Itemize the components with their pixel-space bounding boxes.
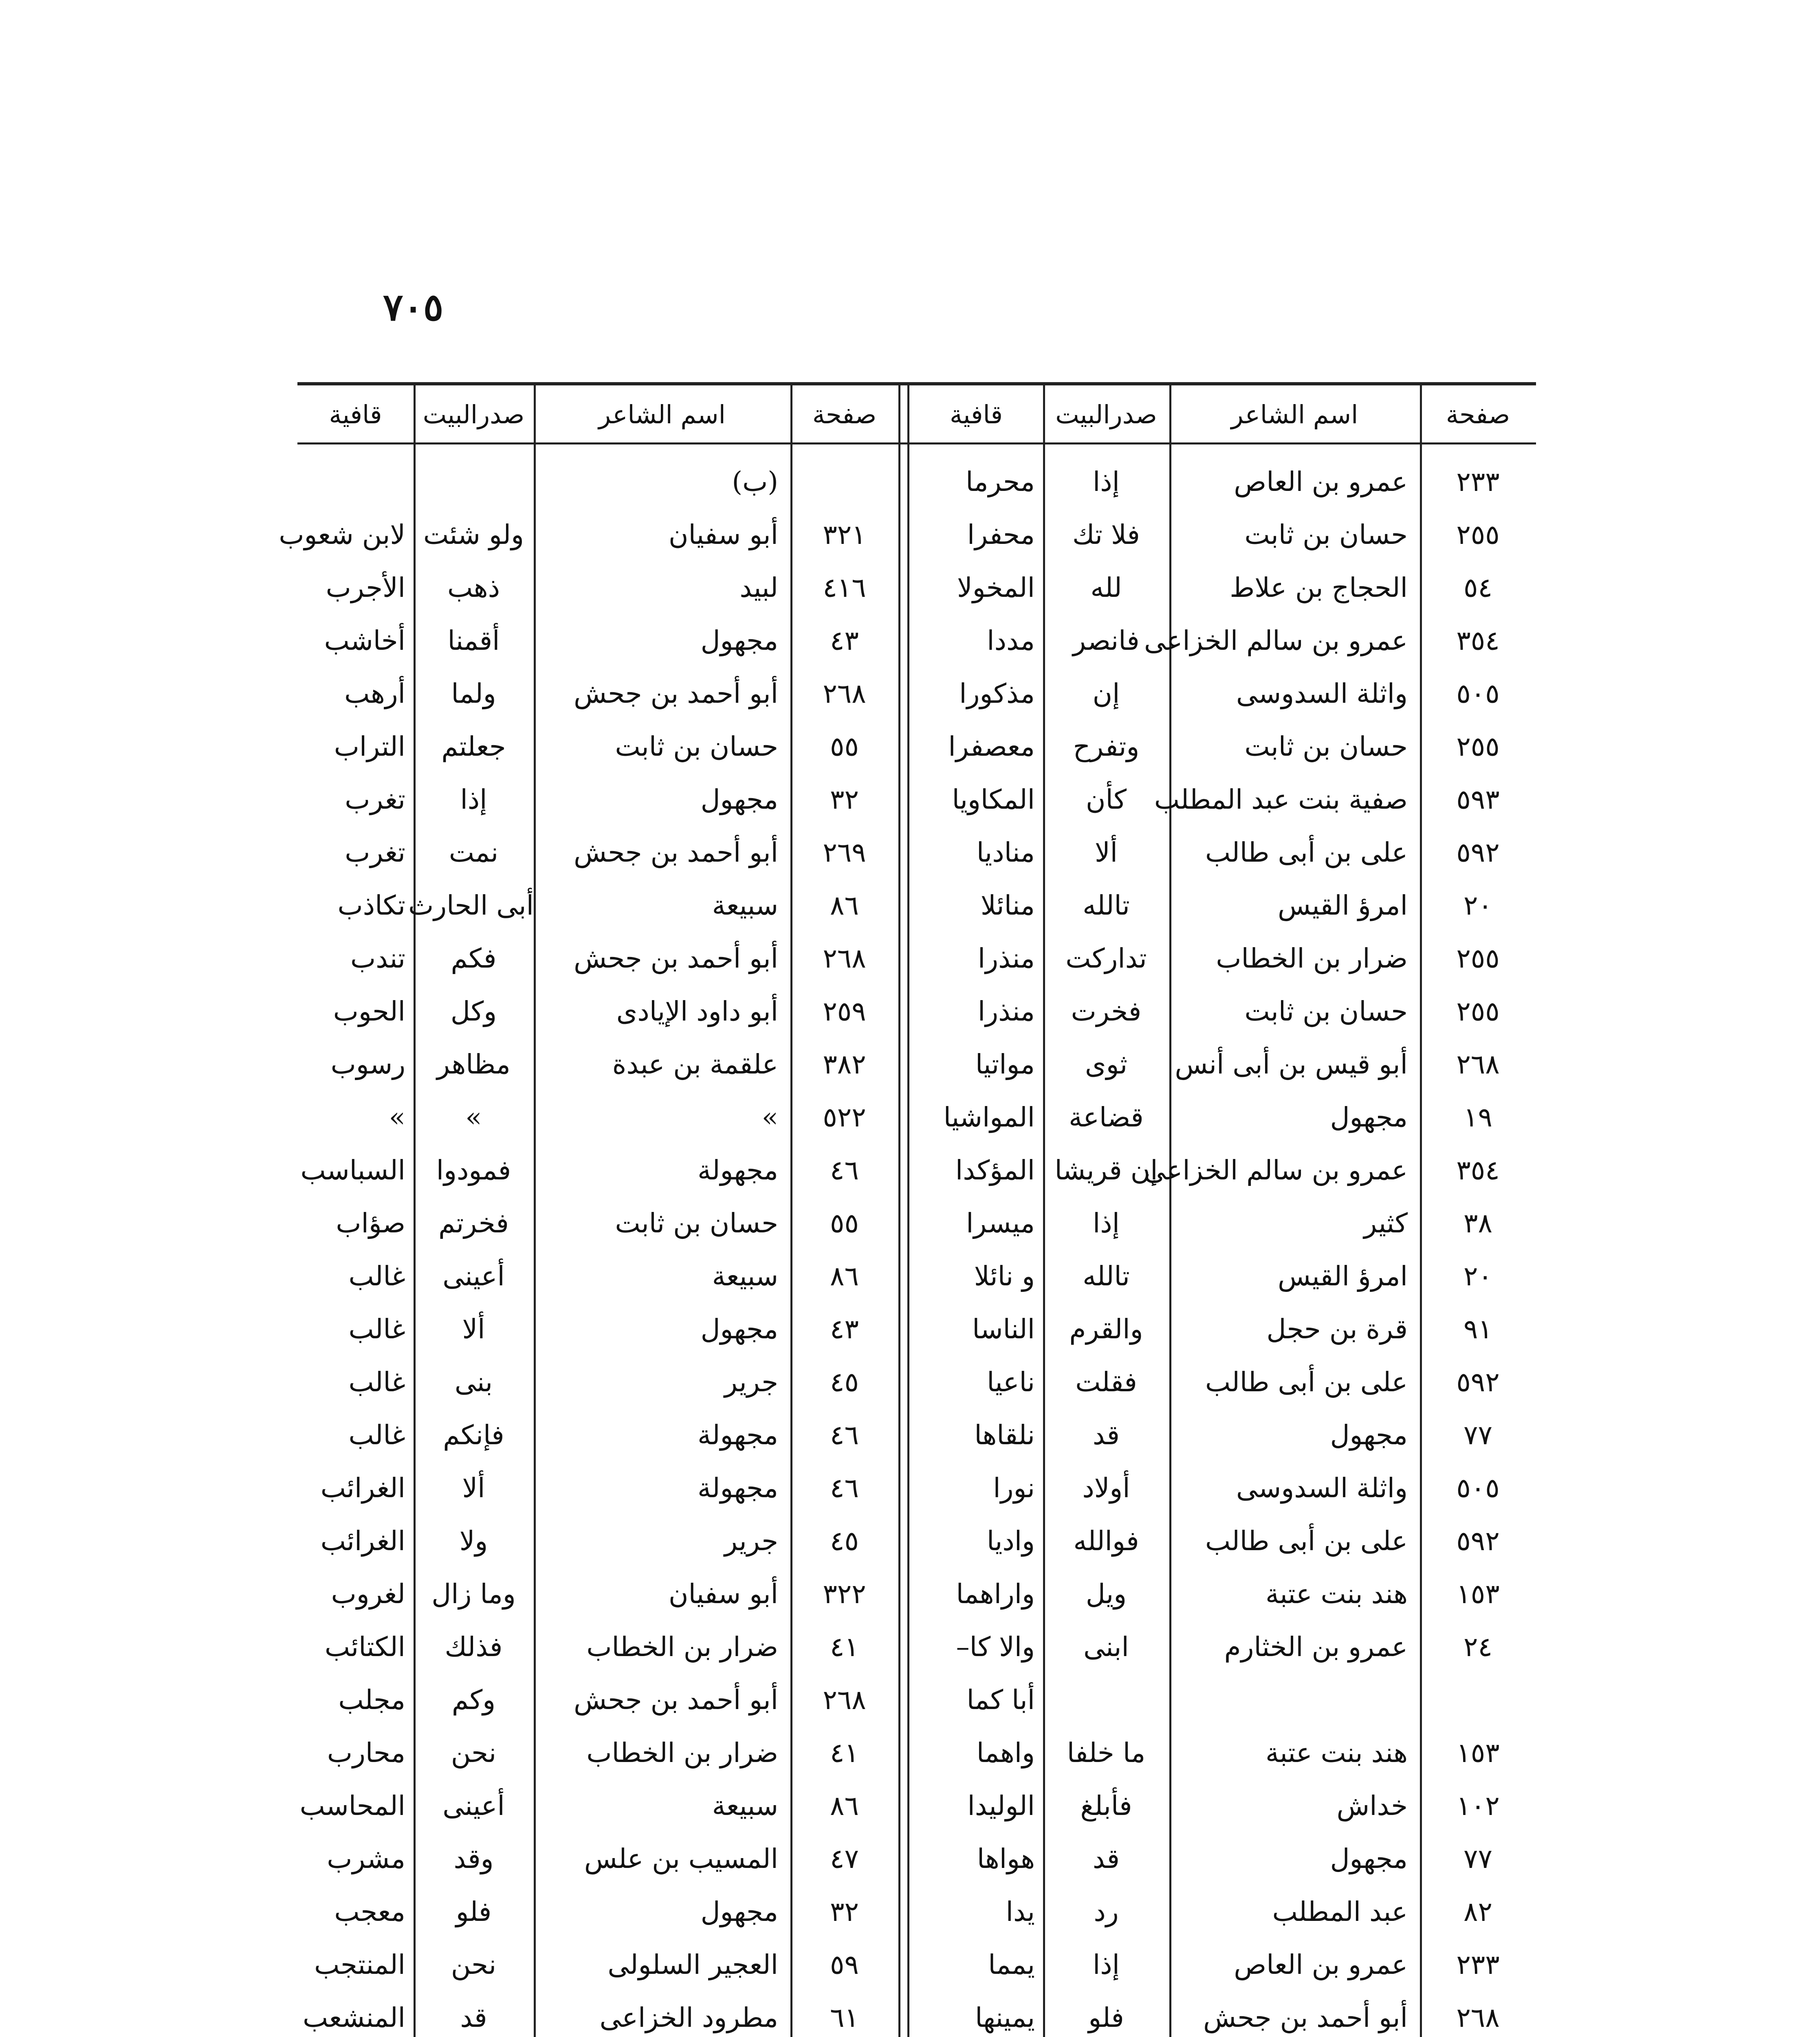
right-qafia-cell: واراهما <box>956 1578 1035 1610</box>
left-qafia-cell: » <box>389 1102 405 1133</box>
left-qafia-cell: لغروب <box>331 1578 405 1610</box>
right-sadr-cell: كأن <box>1086 784 1127 815</box>
right-qafia-cell: محرما <box>966 466 1035 497</box>
right-page-cell: ٥٩٢ <box>1456 1525 1500 1557</box>
header-qafia-right: قافية <box>949 400 1003 429</box>
left-poet-cell: أبو أحمد بن جحش <box>574 943 778 974</box>
left-page-cell: ٢٦٩ <box>823 837 866 868</box>
left-page-cell: ٤١ <box>830 1631 859 1663</box>
left-sadr-cell: إذا <box>460 784 487 815</box>
table-row <box>297 455 1536 508</box>
right-page-cell: ٢٥٥ <box>1456 943 1500 974</box>
left-qafia-cell: الغرائب <box>320 1472 405 1504</box>
right-page-cell: ٧٧ <box>1463 1419 1492 1451</box>
right-page-cell: ٣٥٤ <box>1456 1155 1500 1186</box>
left-qafia-cell: غالب <box>348 1419 405 1451</box>
left-page-cell: ٢٦٨ <box>823 1684 866 1716</box>
left-page-cell: ٤١ <box>830 1737 859 1769</box>
table-row <box>297 826 1536 879</box>
right-qafia-cell: محفرا <box>967 519 1035 550</box>
right-sadr-cell: فوالله <box>1073 1525 1139 1557</box>
right-poet-cell: واثلة السدوسى <box>1236 678 1408 709</box>
left-qafia-cell: محارب <box>327 1737 405 1769</box>
table-row <box>297 985 1536 1038</box>
right-poet-cell: عمرو بن العاص <box>1234 466 1408 497</box>
right-sadr-cell: فأبلغ <box>1080 1790 1132 1821</box>
left-page-cell: ٤٦ <box>830 1155 859 1186</box>
left-sadr-cell: فمودوا <box>436 1155 511 1186</box>
table-row <box>297 1144 1536 1197</box>
right-poet-cell: عمرو بن سالم الخزاعى <box>1144 1155 1408 1186</box>
left-poet-cell: جرير <box>724 1525 778 1557</box>
right-page-cell: ٢٥٥ <box>1456 519 1500 550</box>
right-sadr-cell: إذا <box>1092 1949 1120 1980</box>
left-poet-cell: العجير السلولى <box>607 1949 778 1980</box>
right-qafia-cell: المخولا <box>957 572 1035 603</box>
left-page-cell: ٥٥ <box>830 731 859 762</box>
right-qafia-cell: المواشيا <box>943 1102 1035 1133</box>
right-poet-cell: عمرو بن العاص <box>1234 1949 1408 1980</box>
header-sadr-right: صدرالبيت <box>1055 400 1157 429</box>
right-page-cell: ١٩ <box>1463 1102 1492 1133</box>
left-page-cell: ٤٥ <box>830 1525 859 1557</box>
left-poet-cell: » <box>761 1102 778 1133</box>
table-row <box>297 1038 1536 1091</box>
table-row <box>297 1462 1536 1515</box>
right-qafia-cell: المؤكدا <box>955 1155 1035 1186</box>
right-poet-cell: مجهول <box>1330 1102 1408 1133</box>
left-poet-cell: حسان بن ثابت <box>615 1208 778 1239</box>
left-page-cell: ٥٩ <box>830 1949 859 1980</box>
right-sadr-cell: ألا <box>1095 837 1118 868</box>
right-qafia-cell: مناديا <box>976 837 1035 868</box>
right-sadr-cell: إن قريشا <box>1054 1155 1158 1186</box>
table-row <box>297 1938 1536 1991</box>
header-sadr-left: صدرالبيت <box>423 400 525 429</box>
page-number: ٧٠٥ <box>383 285 444 329</box>
right-sadr-cell: فلا تك <box>1072 519 1140 550</box>
left-page-cell: ٥٢٢ <box>823 1102 866 1133</box>
right-page-cell: ٢٣٣ <box>1456 1949 1500 1980</box>
table-row <box>297 1515 1536 1568</box>
right-poet-cell: خداش <box>1336 1790 1408 1821</box>
left-page-cell: ٥٥ <box>830 1208 859 1239</box>
left-sadr-cell: نحن <box>451 1949 497 1980</box>
left-page-cell: ٣٢٢ <box>823 1578 866 1610</box>
right-sadr-cell: فخرت <box>1071 996 1142 1027</box>
left-sadr-cell: ذهب <box>447 572 500 603</box>
right-page-cell: ٥٠٥ <box>1456 1472 1500 1504</box>
left-sadr-cell: نحن <box>451 1737 497 1769</box>
left-qafia-cell: أرهب <box>344 678 405 709</box>
left-qafia-cell: السباسب <box>300 1155 405 1186</box>
right-poet-cell: ضرار بن الخطاب <box>1216 943 1408 974</box>
right-page-cell: ٧٧ <box>1463 1843 1492 1874</box>
left-page-cell: ٣٢١ <box>823 519 866 550</box>
left-page-cell: ٨٦ <box>830 1260 859 1292</box>
left-poet-cell: أبو سفيان <box>669 519 778 550</box>
left-sadr-cell: فلو <box>456 1896 492 1927</box>
right-sadr-cell: قد <box>1092 1843 1120 1874</box>
right-page-cell: ٨٢ <box>1463 1896 1492 1927</box>
left-page-cell: ٤٣ <box>830 1313 859 1345</box>
left-sadr-cell: وما زال <box>431 1578 516 1610</box>
right-poet-cell: حسان بن ثابت <box>1244 731 1408 762</box>
right-poet-cell: عمرو بن الخثارم <box>1224 1631 1408 1663</box>
right-sadr-cell: إذا <box>1092 466 1120 497</box>
left-sadr-cell: أعينى <box>442 1260 505 1292</box>
header-poet-left: اسم الشاعر <box>599 400 726 429</box>
right-qafia-cell: الناسا <box>972 1313 1035 1345</box>
left-poet-cell: (ب) <box>732 466 778 497</box>
right-poet-cell <box>1169 1674 1420 1727</box>
left-qafia-cell: صؤاب <box>336 1208 405 1239</box>
left-page-cell: ٤٥ <box>830 1366 859 1398</box>
right-poet-cell: هند بنت عتبة <box>1265 1578 1408 1610</box>
left-poet-cell: ضرار بن الخطاب <box>586 1737 778 1769</box>
left-poet-cell: علقمة بن عبدة <box>612 1049 778 1080</box>
left-page-cell: ٨٦ <box>830 890 859 921</box>
right-poet-cell: عبد المطلب <box>1272 1896 1408 1927</box>
table-row <box>297 667 1536 720</box>
right-poet-cell: امرؤ القيس <box>1278 1260 1408 1292</box>
table-row <box>297 1409 1536 1462</box>
right-poet-cell: على بن أبى طالب <box>1205 1366 1408 1398</box>
right-poet-cell: صفية بنت عبد المطلب <box>1154 784 1408 815</box>
right-sadr-cell: أولاد <box>1082 1472 1130 1504</box>
table-row <box>297 1832 1536 1885</box>
right-sadr-cell: والقرم <box>1069 1313 1143 1345</box>
right-qafia-cell: و نائلا <box>974 1260 1035 1292</box>
left-poet-cell: ضرار بن الخطاب <box>586 1631 778 1663</box>
table-row <box>297 879 1536 932</box>
right-sadr-cell: قضاعة <box>1069 1102 1144 1133</box>
right-page-cell: ٥٩٢ <box>1456 1366 1500 1398</box>
left-sadr-cell: فكم <box>451 943 497 974</box>
left-qafia-cell: تندب <box>350 943 405 974</box>
right-page-cell: ٥٩٢ <box>1456 837 1500 868</box>
left-sadr-cell: جعلتم <box>441 731 506 762</box>
left-poet-cell: أبو داود الإيادى <box>616 996 778 1027</box>
left-sadr-cell: وقد <box>453 1843 494 1874</box>
right-qafia-cell: واديا <box>986 1525 1035 1557</box>
right-sadr-cell: ثوى <box>1085 1049 1128 1080</box>
left-page-cell: ٨٦ <box>830 1790 859 1821</box>
left-page-cell: ٤٦ <box>830 1419 859 1451</box>
right-sadr-cell: تالله <box>1083 890 1130 921</box>
right-page-cell: ٣٨ <box>1463 1208 1492 1239</box>
left-poet-cell: حسان بن ثابت <box>615 731 778 762</box>
left-qafia-cell: لابن شعوب <box>279 519 405 550</box>
left-page-cell <box>790 455 898 508</box>
right-page-cell: ٢٦٨ <box>1456 2002 1500 2033</box>
left-qafia-cell: الكتائب <box>324 1631 405 1663</box>
right-page-cell <box>1420 1674 1536 1727</box>
left-sadr-cell: قد <box>460 2002 487 2033</box>
left-page-cell: ٤٦ <box>830 1472 859 1504</box>
left-qafia-cell: غالب <box>348 1313 405 1345</box>
left-poet-cell: مجهول <box>700 784 778 815</box>
right-page-cell: ٢٤ <box>1463 1631 1492 1663</box>
left-sadr-cell: مظاهر <box>437 1049 511 1080</box>
left-page-cell: ٤٣ <box>830 625 859 656</box>
right-sadr-cell: وتفرح <box>1073 731 1140 762</box>
right-qafia-cell: أبا كما <box>966 1684 1035 1716</box>
left-qafia-cell: المنشعب <box>302 2002 405 2033</box>
right-page-cell: ٥٩٣ <box>1456 784 1500 815</box>
right-sadr-cell: إن <box>1092 678 1120 709</box>
right-poet-cell: حسان بن ثابت <box>1244 519 1408 550</box>
left-sadr-cell: فخرتم <box>438 1208 509 1239</box>
table-row <box>297 1197 1536 1250</box>
left-sadr-cell: وكل <box>450 996 497 1027</box>
table-row <box>297 1727 1536 1780</box>
right-sadr-cell: قد <box>1092 1419 1120 1451</box>
table-row <box>297 614 1536 667</box>
left-qafia-cell: أخاشب <box>324 625 405 656</box>
right-qafia-cell: منائلا <box>980 890 1035 921</box>
right-sadr-cell: ويل <box>1085 1578 1127 1610</box>
right-page-cell: ٥٤ <box>1463 572 1492 603</box>
left-sadr-cell: أقمنا <box>447 625 500 656</box>
header-rule <box>297 442 1536 444</box>
left-page-cell: ٤١٦ <box>823 572 866 603</box>
table-row <box>297 1568 1536 1621</box>
right-page-cell: ٢٠ <box>1463 890 1492 921</box>
right-poet-cell: مجهول <box>1330 1419 1408 1451</box>
right-qafia-cell: يدا <box>1006 1896 1035 1927</box>
right-sadr-cell: رد <box>1094 1896 1119 1927</box>
left-qafia-cell: الغرائب <box>320 1525 405 1557</box>
left-poet-cell: مجهولة <box>698 1155 778 1186</box>
left-page-cell: ٢٦٨ <box>823 678 866 709</box>
table-row <box>297 1674 1536 1727</box>
left-poet-cell: سبيعة <box>712 1790 778 1821</box>
left-sadr-cell: » <box>465 1102 482 1133</box>
right-poet-cell: قرة بن حجل <box>1266 1313 1408 1345</box>
right-poet-cell: مجهول <box>1330 1843 1408 1874</box>
left-sadr-cell: ألا <box>462 1472 485 1504</box>
left-page-cell: ٣٢ <box>830 784 859 815</box>
right-qafia-cell: معصفرا <box>948 731 1035 762</box>
right-poet-cell: على بن أبى طالب <box>1205 1525 1408 1557</box>
left-sadr-cell: أعينى <box>442 1790 505 1821</box>
right-qafia-cell: يمينها <box>975 2002 1035 2033</box>
table-row <box>297 1780 1536 1832</box>
left-sadr-cell <box>414 455 534 508</box>
left-sadr-cell: وكم <box>451 1684 496 1716</box>
right-qafia-cell: مواتيا <box>975 1049 1035 1080</box>
right-qafia-cell: منذرا <box>977 996 1035 1027</box>
right-qafia-cell: واهما <box>976 1737 1035 1769</box>
left-sadr-cell: ولما <box>451 678 496 709</box>
table-row <box>297 773 1536 826</box>
right-poet-cell: أبو قيس بن أبى أنس <box>1175 1049 1408 1080</box>
left-qafia-cell: تغرب <box>345 837 405 868</box>
left-poet-cell: مجهول <box>700 1313 778 1345</box>
left-qafia-cell: تغرب <box>345 784 405 815</box>
right-qafia-cell: نلقاها <box>974 1419 1035 1451</box>
table-row <box>279 508 1536 561</box>
right-sadr-cell: إذا <box>1092 1208 1120 1239</box>
right-poet-cell: كثير <box>1364 1208 1408 1239</box>
left-sadr-cell: نمت <box>449 837 499 868</box>
right-qafia-cell: ميسرا <box>966 1208 1035 1239</box>
left-page-cell: ٣٨٢ <box>823 1049 866 1080</box>
right-poet-cell: امرؤ القيس <box>1278 890 1408 921</box>
left-page-cell: ٣٢ <box>830 1896 859 1927</box>
right-qafia-cell: يمما <box>988 1949 1035 1980</box>
header-page-right: صفحة <box>1446 400 1510 429</box>
table-row <box>297 561 1536 614</box>
left-sadr-cell: بنى <box>454 1366 493 1398</box>
left-poet-cell: أبو أحمد بن جحش <box>574 837 778 868</box>
table-row <box>297 1991 1536 2037</box>
left-poet-cell: أبو أحمد بن جحش <box>574 1684 778 1716</box>
left-poet-cell: مجهول <box>700 1896 778 1927</box>
table-row <box>297 932 1536 985</box>
left-qafia-cell: الحوب <box>333 996 405 1027</box>
table-row <box>297 1356 1536 1409</box>
left-poet-cell: جرير <box>724 1366 778 1398</box>
left-poet-cell: أبو أحمد بن جحش <box>574 678 778 709</box>
right-sadr-cell: فانصر <box>1073 625 1140 656</box>
right-sadr-cell: لله <box>1090 572 1122 603</box>
left-page-cell: ٢٥٩ <box>823 996 866 1027</box>
left-qafia-cell: التراب <box>334 731 405 762</box>
right-qafia-cell: والا كا– <box>956 1631 1035 1663</box>
right-poet-cell: الحجاج بن علاط <box>1230 572 1408 603</box>
table-row <box>297 1303 1536 1356</box>
table-row <box>297 720 1536 773</box>
right-qafia-cell: مذكورا <box>959 678 1035 709</box>
left-poet-cell: مطرود الخزاعى <box>599 2002 778 2033</box>
left-qafia-cell: معجب <box>334 1896 405 1927</box>
right-page-cell: ١٥٣ <box>1456 1578 1500 1610</box>
right-page-cell: ١٠٢ <box>1456 1790 1500 1821</box>
right-qafia-cell: هواها <box>977 1843 1035 1874</box>
left-page-cell: ٦١ <box>830 2002 859 2033</box>
left-qafia-cell: مجلب <box>338 1684 405 1716</box>
right-qafia-cell: المكاويا <box>952 784 1035 815</box>
right-poet-cell: عمرو بن سالم الخزاعى <box>1144 625 1408 656</box>
left-qafia-cell: مشرب <box>327 1843 405 1874</box>
left-sadr-cell: ولو شئت <box>423 519 524 550</box>
right-poet-cell: حسان بن ثابت <box>1244 996 1408 1027</box>
poetry-index-table <box>279 382 1536 2037</box>
right-page-cell: ٢٣٣ <box>1456 466 1500 497</box>
right-page-cell: ٩١ <box>1463 1313 1492 1345</box>
left-page-cell: ٤٧ <box>830 1843 859 1874</box>
left-poet-cell: لبيد <box>739 572 778 603</box>
right-qafia-cell: الوليدا <box>967 1790 1035 1821</box>
left-poet-cell: أبو سفيان <box>669 1578 778 1610</box>
left-sadr-cell: فذلك <box>445 1631 503 1663</box>
left-sadr-cell: ألا <box>462 1313 485 1345</box>
right-page-cell: ٢٠ <box>1463 1260 1492 1292</box>
right-qafia-cell: مددا <box>987 625 1035 656</box>
left-poet-cell: سبيعة <box>712 1260 778 1292</box>
right-sadr-cell: ابنى <box>1083 1631 1129 1663</box>
table-row <box>297 1091 1536 1144</box>
left-qafia-cell: المنتجب <box>314 1949 405 1980</box>
right-page-cell: ٢٥٥ <box>1456 731 1500 762</box>
right-qafia-cell: ناعيا <box>987 1366 1035 1398</box>
left-qafia-cell: تكاذب <box>337 890 405 921</box>
left-qafia-cell: المحاسب <box>299 1790 405 1821</box>
right-sadr-cell: فلو <box>1088 2002 1124 2033</box>
right-page-cell: ٢٥٥ <box>1456 996 1500 1027</box>
table-row <box>297 1621 1536 1674</box>
right-page-cell: ٣٥٤ <box>1456 625 1500 656</box>
left-page-cell: ٢٦٨ <box>823 943 866 974</box>
right-poet-cell: أبو أحمد بن جحش <box>1203 2002 1408 2033</box>
left-sadr-cell: ولا <box>459 1525 488 1557</box>
left-qafia-cell: رسوب <box>330 1049 405 1080</box>
header-qafia-left: قافية <box>329 400 382 429</box>
left-poet-cell: سبيعة <box>712 890 778 921</box>
left-poet-cell: المسيب بن علس <box>584 1843 778 1874</box>
right-sadr-cell: ما خلفا <box>1067 1737 1146 1769</box>
header-page-left: صفحة <box>812 400 877 429</box>
table-row <box>297 1885 1536 1938</box>
left-poet-cell: مجهول <box>700 625 778 656</box>
left-sadr-cell: أبى الحارث <box>408 890 534 921</box>
left-poet-cell: مجهولة <box>698 1472 778 1504</box>
right-page-cell: ١٥٣ <box>1456 1737 1500 1769</box>
left-qafia-cell: غالب <box>348 1366 405 1398</box>
right-qafia-cell: منذرا <box>977 943 1035 974</box>
table-row <box>297 1250 1536 1303</box>
left-qafia-cell <box>297 455 414 508</box>
right-page-cell: ٢٦٨ <box>1456 1049 1500 1080</box>
left-poet-cell: مجهولة <box>698 1419 778 1451</box>
header-poet-right: اسم الشاعر <box>1231 400 1358 429</box>
left-sadr-cell: فإنكم <box>443 1419 504 1451</box>
right-sadr-cell <box>1043 1674 1169 1727</box>
top-rule <box>297 382 1536 385</box>
right-sadr-cell: تالله <box>1083 1260 1130 1292</box>
left-qafia-cell: غالب <box>348 1260 405 1292</box>
right-poet-cell: على بن أبى طالب <box>1205 837 1408 868</box>
right-sadr-cell: فقلت <box>1075 1366 1137 1398</box>
right-page-cell: ٥٠٥ <box>1456 678 1500 709</box>
right-poet-cell: واثلة السدوسى <box>1236 1472 1408 1504</box>
right-sadr-cell: تداركت <box>1065 943 1147 974</box>
right-poet-cell: هند بنت عتبة <box>1265 1737 1408 1769</box>
right-qafia-cell: نورا <box>993 1472 1035 1504</box>
left-qafia-cell: الأجرب <box>326 572 405 603</box>
